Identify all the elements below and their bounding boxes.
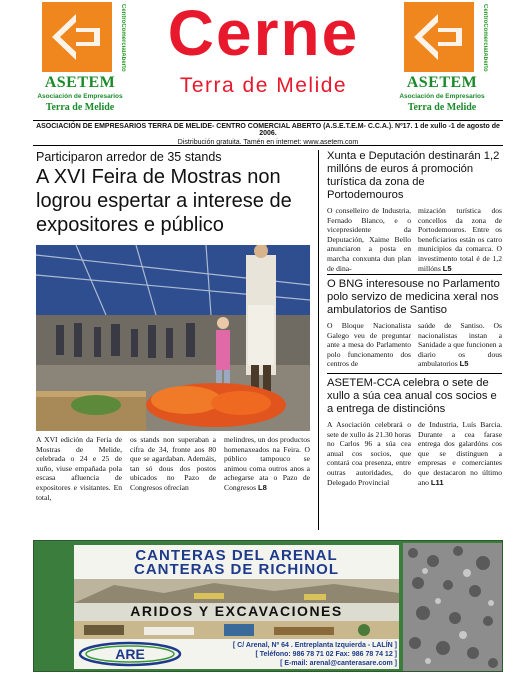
side-article-body: [327, 420, 502, 520]
distribution-info: Distribución gratuita. Tamén en internet: www.asetem.com: [177, 139, 359, 146]
side-col-a: O conselleiro de Industria, Fernado Blanco, e o vicepresidente da Deputación, Xaime Bello anunciaron a posta en marcha conxunta dun plan de dina-: [327, 206, 411, 273]
article-divider: [327, 274, 502, 275]
side-col-a: A Asociación celebrará o sete de xullo ás 21.30 horas no Carlos 96 a súa cea anual cos socios, que contará coa presenza, entre outras autoridades, do Delegado Provincial: [327, 420, 411, 487]
side-col-b: [418, 321, 502, 369]
ad-headline-1: CANTERAS DEL ARENAL: [135, 547, 338, 564]
page-ref: L8: [257, 482, 267, 492]
logo-subtitle: Asociación de Empresarios: [399, 93, 485, 100]
side-article-headline: ASETEM-CCA celebra o sete de xullo a súa cea anual cos socios e a entrega de distincións: [327, 377, 497, 415]
article-divider: [327, 373, 502, 374]
side-col-b-text: mización turística dos concellos da zona de Portodemouros. Entre os beneficiarios están os catro municipios da comarca. O investimento total é de 1,2 millóns: [418, 206, 502, 273]
asetem-logo-left: [30, 2, 135, 114]
side-article-body: [327, 321, 502, 371]
side-article-headline: O BNG interesouse no Parlamento polo servizo de medicina xeral nos ambulatorios de Santiso: [327, 278, 500, 316]
logo-place: Terra de Melide: [45, 102, 115, 113]
logo-name: ASETEM: [44, 74, 116, 91]
ad-contact: [192, 641, 397, 668]
side-article-3: [327, 377, 502, 520]
lead-col-1: A XVI edición da Feria de Mostras de Melide, celebrada o 24 e 25 de xuño, viuse empañada pola escasa afluencia de expositores e visitantes. En total,: [36, 435, 122, 502]
logo-vertical-text: CentroComercialAberto: [482, 4, 488, 72]
lead-col-3-text: melindres, un dos productos homenaxeados na Feira. O público tampouco se animou coma outros anos a achegarse ata o Pazo de Congresos: [224, 435, 310, 492]
logo-name: ASETEM: [406, 74, 478, 91]
side-article-headline: Xunta e Deputación destinarán 1,2 millóns de euros á promoción turística da zona de Portodemouros: [327, 150, 500, 201]
logo-subtitle: Asociación de Empresarios: [37, 93, 123, 100]
ad-panel: [74, 545, 399, 669]
side-col-b: [418, 206, 502, 273]
issue-info-bar: [33, 120, 503, 146]
page-ref: L5: [459, 359, 469, 369]
logo-arrow-icon: [404, 2, 474, 72]
office-photo: [74, 621, 399, 639]
gravel-photo: [403, 543, 502, 671]
side-article-2: [327, 278, 502, 371]
are-logo: [78, 641, 182, 667]
ad-phones: [ Teléfono: 986 78 71 02 Fax: 986 78 74 12 ]: [255, 651, 397, 658]
advertisement: [33, 540, 503, 672]
side-article-1: [327, 150, 502, 286]
ad-address: [ C/ Arenal, Nº 64 . Entreplanta Izquierda - LALÍN ]: [232, 642, 397, 649]
column-divider: [318, 150, 319, 530]
lead-col-3: [224, 435, 310, 493]
masthead: [0, 0, 527, 118]
logo-place: Terra de Melide: [407, 102, 477, 113]
logo-vertical-text: CentroComercialAberto: [120, 4, 126, 72]
ad-headline-2: CANTERAS DE RICHINOL: [133, 561, 339, 578]
page-ref: L11: [430, 477, 444, 487]
lead-kicker: Participaron arredor de 35 stands: [36, 150, 222, 164]
lead-body: [36, 435, 310, 535]
page-ref: L5: [442, 263, 452, 273]
side-col-a: O Bloque Nacionalista Galego veu de preguntar ante a mesa do Parlamento polo funcionamento dos centros de: [327, 321, 411, 369]
side-col-b: [418, 420, 502, 487]
lead-col-2: os stands non superaban a cifra de 34, fronte aos 80 que se agardaban. Ademáis, tan só dous dos postos ubicados no Pazo de Congresos ofrecían: [130, 435, 216, 492]
issue-info: ASOCIACIÓN DE EMPRESARIOS TERRA DE MELIDE- CENTRO COMERCIAL ABERTO (A.S.E.T.E.M- C.C.A.). Nº17. 1 de xullo -1 de agosto de 2006.: [36, 123, 500, 137]
are-logo-text: ARE: [115, 646, 145, 662]
ad-service-band: ARIDOS Y EXCAVACIONES: [74, 603, 399, 621]
lead-headline: A XVI Feira de Mostras non logrou espertar a interese de expositores e público: [36, 166, 292, 236]
newspaper-subtitle: Terra de Melide: [179, 74, 348, 97]
asetem-logo-right: [392, 2, 497, 114]
quarry-photo: [74, 579, 399, 603]
fair-photo: [36, 245, 310, 431]
side-col-b-text: saúde de Santiso. Os nacionalistas instan a Sanidade a que funcionen a diario os dous ambulatorios: [418, 321, 502, 369]
ad-email: [ E-mail: arenal@canterasare.com ]: [280, 660, 397, 667]
newspaper-title: Cerne: [167, 0, 360, 69]
logo-arrow-icon: [42, 2, 112, 72]
side-col-b-text: de Industria, Luís Barcia. Durante a cea farase entrega dos galardóns cos que se distinguen a empresas e comerciantes que destacaron no último ano: [418, 420, 502, 487]
